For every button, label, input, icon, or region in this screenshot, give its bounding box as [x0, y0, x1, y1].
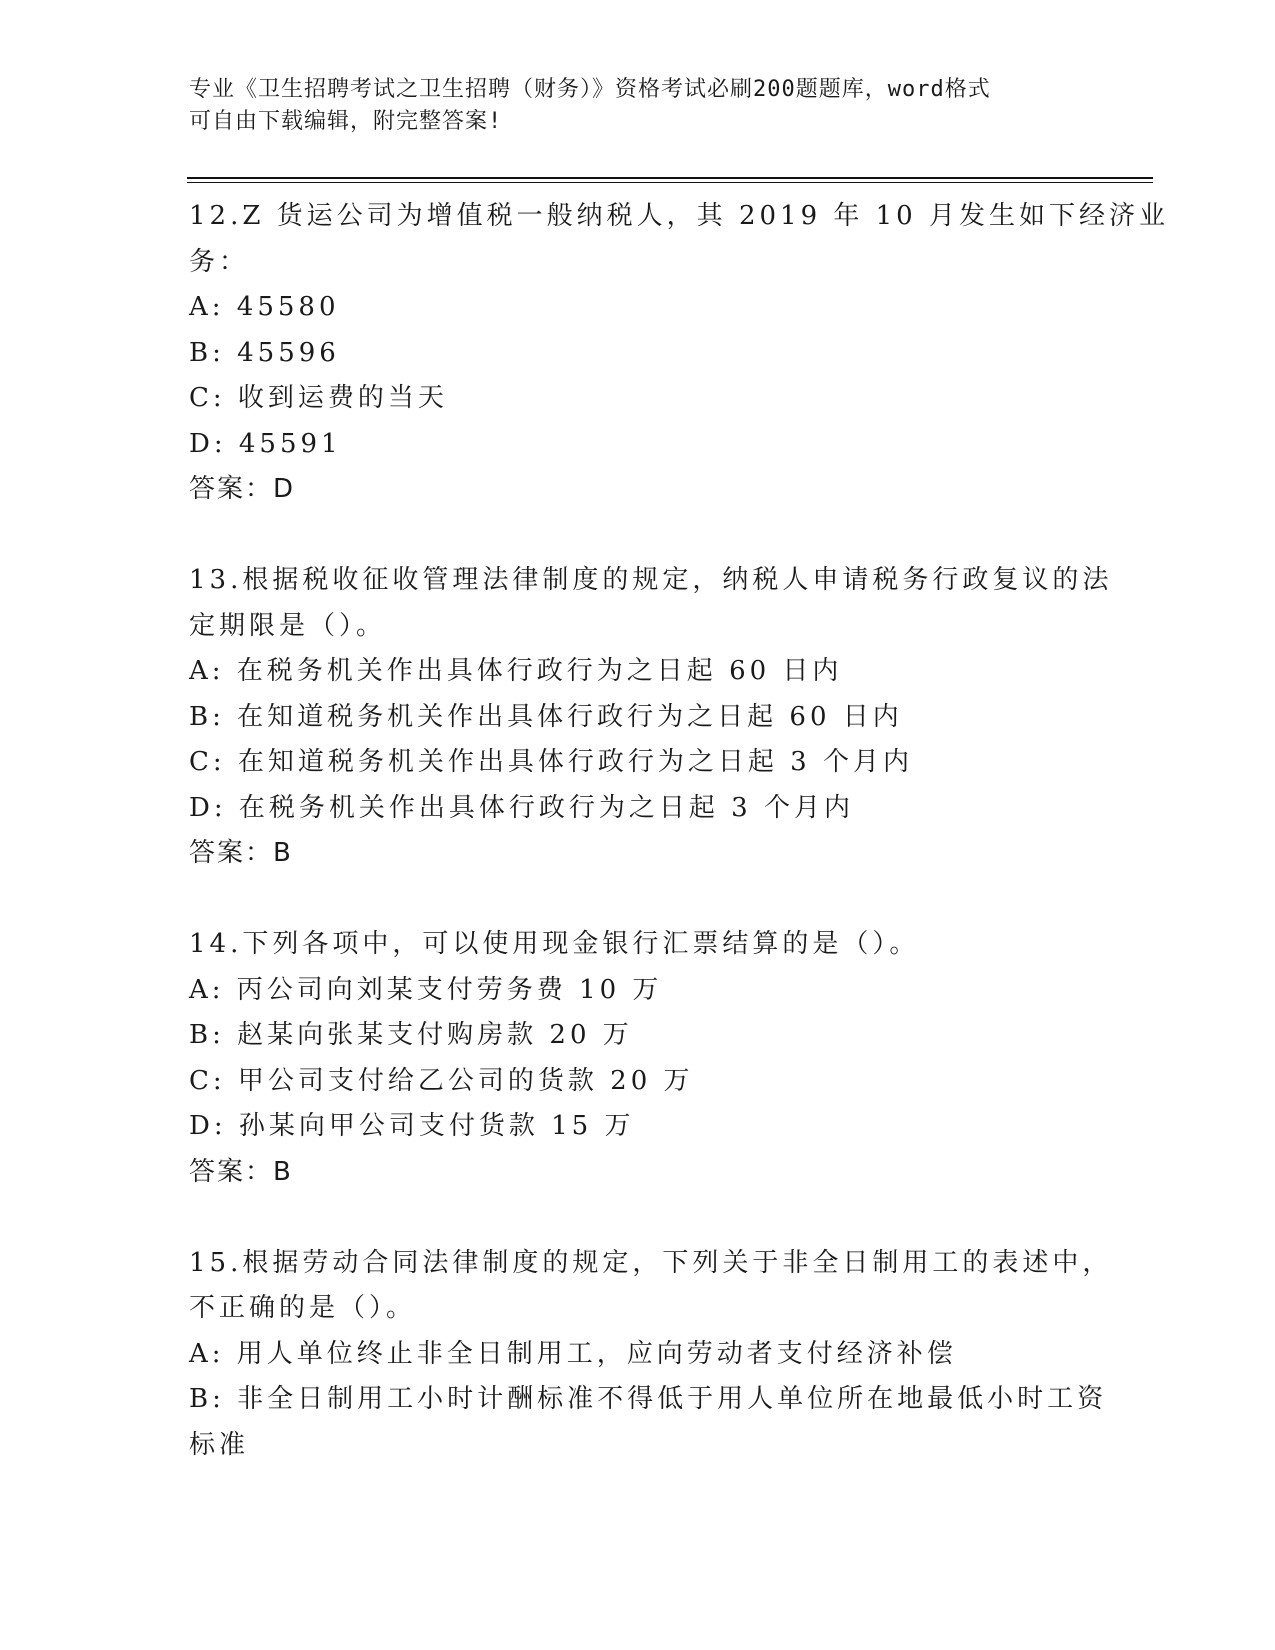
question-stem-line: 不正确的是（）。 [189, 1293, 417, 1323]
option-a: A: 丙公司向刘某支付劳务费 10 万 [189, 974, 663, 1005]
question-block-15 [189, 1241, 1113, 1469]
option-b-continuation: 标准 [189, 1429, 250, 1460]
question-block-13 [189, 558, 1113, 877]
question-spacer [189, 513, 1089, 559]
question-spacer [189, 877, 1089, 923]
header-title-line-2: 可自由下载编辑，附完整答案! [189, 109, 503, 134]
question-stem-line: 14.下列各项中，可以使用现金银行汇票结算的是（）。 [189, 929, 920, 959]
option-d: D: 45591 [189, 428, 342, 459]
answer-line: 答案：B [189, 838, 293, 868]
option-c: C: 甲公司支付给乙公司的货款 20 万 [189, 1065, 694, 1096]
header-title-line-1: 专业《卫生招聘考试之卫生招聘（财务）》资格考试必刷200题题库，word格式 [189, 77, 991, 102]
answer-line: 答案：D [189, 474, 296, 504]
document-header [189, 74, 1089, 138]
option-b: B: 在知道税务机关作出具体行政行为之日起 60 日内 [189, 701, 903, 732]
question-stem-line: 15.根据劳动合同法律制度的规定，下列关于非全日制用工的表述中， [189, 1247, 1113, 1278]
question-spacer [189, 1195, 1089, 1241]
answer-line: 答案：B [189, 1156, 293, 1187]
question-stem-line: 12.Z 货运公司为增值税一般纳税人，其 2019 年 10 月发生如下经济业 [189, 201, 1169, 231]
header-divider-thin [187, 182, 1153, 183]
option-c: C: 在知道税务机关作出具体行政行为之日起 3 个月内 [189, 747, 913, 777]
question-list [189, 194, 1169, 1468]
question-stem-line: 务： [189, 246, 250, 277]
question-block-12 [189, 194, 1169, 513]
header-divider-thick [187, 177, 1153, 179]
option-a: A: 用人单位终止非全日制用工，应向劳动者支付经济补偿 [189, 1338, 957, 1369]
option-b: B: 赵某向张某支付购房款 20 万 [189, 1020, 633, 1050]
option-d: D: 在税务机关作出具体行政行为之日起 3 个月内 [189, 792, 854, 823]
option-b: B: 非全日制用工小时计酬标准不得低于用人单位所在地最低小时工资 [189, 1384, 1108, 1414]
question-block-14 [189, 922, 1089, 1195]
question-stem-line: 定期限是（）。 [189, 610, 387, 641]
option-c: C: 收到运费的当天 [189, 383, 448, 413]
option-a: A: 45580 [189, 292, 340, 322]
option-a: A: 在税务机关作出具体行政行为之日起 60 日内 [189, 656, 843, 686]
question-stem-line: 13.根据税收征收管理法律制度的规定，纳税人申请税务行政复议的法 [189, 565, 1113, 595]
option-b: B: 45596 [189, 337, 340, 368]
option-d: D: 孙某向甲公司支付货款 15 万 [189, 1111, 635, 1141]
